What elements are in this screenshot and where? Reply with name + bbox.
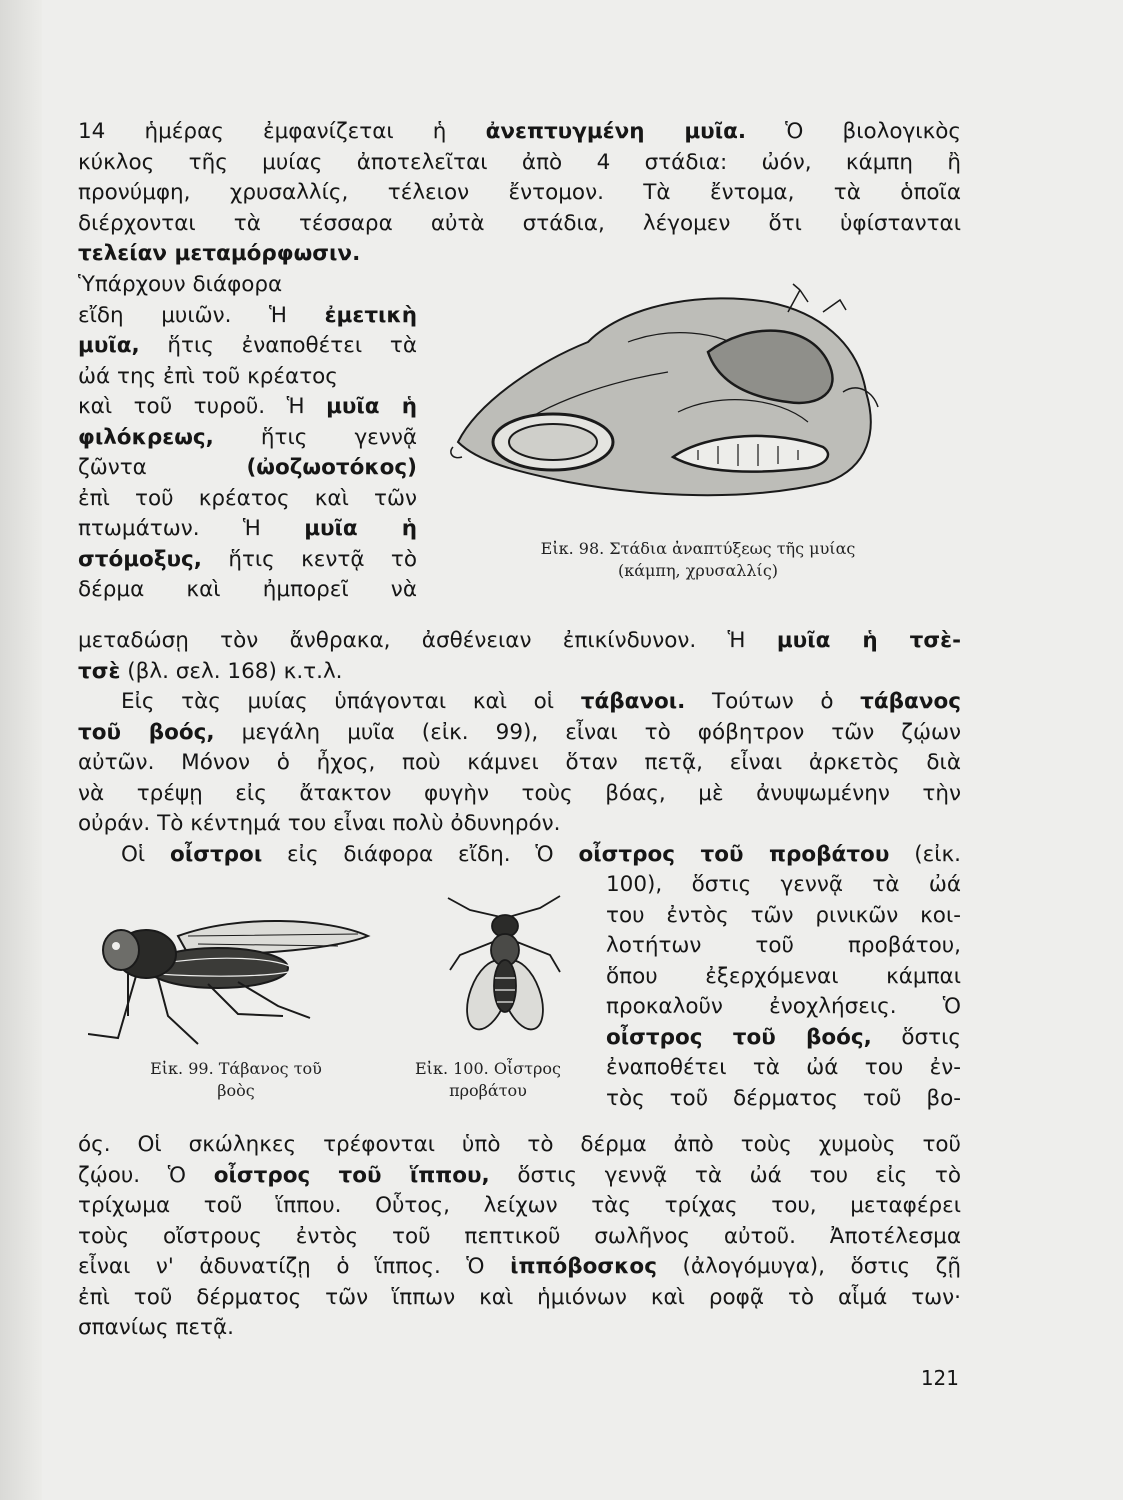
figure-100-caption: Εἰκ. 100. Οἶστρος προβάτου bbox=[415, 1059, 561, 1100]
figure-99-horsefly-illustration bbox=[88, 906, 388, 1046]
page-number: 121 bbox=[920, 1366, 959, 1390]
figure-99-caption: Εἰκ. 99. Τάβανος τοῦ βοὸς bbox=[150, 1059, 322, 1100]
paragraph-horse-parasites: ός. Οἱ σκώληκες τρέφονται ὑπὸ τὸ δέρμα ἀπὸ τοὺς χυμοὺς τοῦ ζῴου. Ὁ οἶστρος τοῦ ἵππου, ὅστις γεννᾷ τὰ ὠά του εἰς τὸ τρίχωμα τοῦ ἵππου. Οὗτος, λείχων τὰς τρίχας του, μεταφέρει τοὺς οἴστρους ἐντὸς τοῦ πεπτικοῦ σωλῆνος αὐτοῦ. Ἀποτέλεσμα εἶναι ν' ἀδυνατίζῃ ὁ ἵππος. Ὁ ἱππόβοσκος (ἀλογόμυγα), ὅστις ζῇ ἐπὶ τοῦ δέρματος τῶν ἵππων καὶ ἡμιόνων καὶ ροφᾷ τὸ αἷμά των· σπανίως πετᾷ. bbox=[78, 1132, 962, 1340]
paragraph-tabanids: μεταδώσῃ τὸν ἄνθρακα, ἀσθένειαν ἐπικίνδυνον. Ἡ μυῖα ἡ τσὲ- τσὲ (βλ. σελ. 168) κ.τ.λ. Εἰς τὰς μυίας ὑπάγονται καὶ οἱ τάβανοι. Τούτων ὁ τάβανος τοῦ βοός, μεγάλη μυῖα (εἰκ. 99), εἶναι τὸ φόβητρον τῶν ζῴων αὐτῶν. Μόνον ὁ ἦχος, ποὺ κάμνει ὅταν πετᾷ, εἶναι ἀρκετὸς διὰ νὰ τρέψῃ εἰς ἄτακτον φυγὴν τοὺς βόας, μὲ ἀνυψωμένην τὴν οὐράν. Τὸ κέντημά του εἶναι πολὺ ὀδυνηρόν. Οἱ οἶστροι εἰς διάφορα εἴδη. Ὁ οἶστρος τοῦ προβάτου (εἰκ. bbox=[78, 628, 962, 867]
paragraph-fly-species: Ὑπάρχουν διάφορα εἴδη μυιῶν. Ἡ ἐμετικὴ μυῖα, ἥτις ἐναποθέτει τὰ ὠά της ἐπὶ τοῦ κρέατος καὶ τοῦ τυροῦ. Ἡ μυῖα ἡ φιλόκρεως, ἥτις γεννᾷ ζῶντα (ὠοζωοτόκος) ἐπὶ τοῦ κρέατος καὶ τῶν πτωμάτων. Ἡ μυῖα ἡ στόμοξυς, ἥτις κεντᾷ τὸ δέρμα καὶ ἠμπορεῖ νὰ bbox=[78, 272, 418, 602]
figure-98-caption: Εἰκ. 98. Στάδια ἀναπτύξεως τῆς μυίας (κάμπη, χρυσαλλίς) bbox=[540, 539, 856, 580]
figure-98-larva-pupa-illustration bbox=[448, 282, 888, 512]
paragraph-botflies: 100), ὅστις γεννᾷ τὰ ὠά του ἐντὸς τῶν ρινικῶν κοι- λοτήτων τοῦ προβάτου, ὅπου ἐξερχόμεναι κάμπαι προκαλοῦν ἐνοχλήσεις. Ὁ οἶστρος τοῦ βοός, ὅστις ἐναποθέτει τὰ ὠά του ἐν- τὸς τοῦ δέρματος τοῦ βο- bbox=[606, 872, 961, 1111]
paragraph-lifecycle: 14 ἡμέρας ἐμφανίζεται ἡ ἀνεπτυγμένη μυῖα. Ὁ βιολογικὸς κύκλος τῆς μυίας ἀποτελεῖται ἀπὸ 4 στάδια: ὠόν, κάμπη ἢ προνύμφη, χρυσαλλίς, τέλειον ἔντομον. Τὰ ἔντομα, τὰ ὁποῖα διέρχονται τὰ τέσσαρα αὐτὰ στάδια, λέγομεν ὅτι ὑφίστανται τελείαν μεταμόρφωσιν. bbox=[78, 119, 962, 266]
figure-100-sheep-botfly-illustration bbox=[440, 890, 570, 1040]
page-gutter-shadow bbox=[0, 0, 42, 1500]
